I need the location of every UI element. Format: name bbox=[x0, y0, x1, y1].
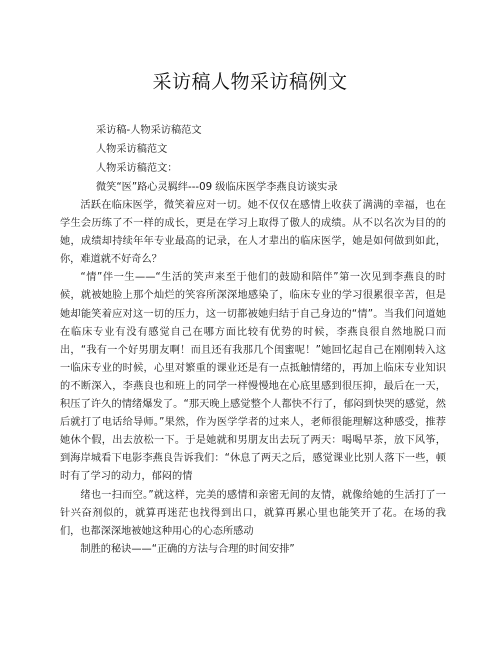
paragraph-emotion: 绪也一扫而空。”就这样，完美的感情和亲密无间的友情，就像给她的生活打了一针兴奋剂似的，就算再迷茫也找得到出口，就算再累心里也能笑开了花。在场的我们，也都深深地被她这种用心的心态所感动 bbox=[60, 489, 446, 537]
meta-line-heading: 人物采访稿范文： bbox=[96, 163, 178, 174]
meta-line-category: 采访稿-人物采访稿范文 bbox=[96, 125, 202, 136]
meta-line-type: 人物采访稿范文 bbox=[96, 144, 168, 155]
paragraph-intro: 活跃在临床医学，微笑着应对一切。她不仅仅在感情上收获了满满的幸福，也在学生会历练了不一样的成长，更是在学习上取得了傲人的成绩。从不以名次为目的的她，成绩却持续年年专业最高的记录，在人才辈出的临床医学，她是如何做到如此，你，难道就不好奇么？ bbox=[60, 200, 446, 266]
meta-line-subtitle: 微笑“医”路心灵羁绊---09 级临床医学李燕良访谈实录 bbox=[96, 182, 338, 193]
article-body bbox=[60, 197, 446, 559]
document-title: 采访稿人物采访稿例文 bbox=[152, 71, 348, 93]
paragraph-section-heading: 制胜的秘诀——“正确的方法与合理的时间安排” bbox=[80, 543, 295, 555]
paragraph-love: “情”伴一生——“生活的笑声来至于他们的鼓励和陪伴”第一次见到李燕良的时候，就被她脸上那个灿烂的笑容所深深地感染了，临床专业的学习很累很辛苦，但是她却能笑着应对这一切的压力，这一切都被她归结于自己身边的“情”。当我们问道她在临床专业有没有感觉自己在哪方面比较有优势的时候，李燕良很自然地脱口而出，“我有一个好男朋友啊！而且还有我那几个闺蜜呢！”她回忆起自己在刚刚转入这一临床专业的时候，心里对繁重的课业还是有一点抵触情绪的，再加上临床专业知识的不断深入，李燕良也和班上的同学一样慢慢地在心底里感到很压抑，最后在一天，积压了许久的情绪爆发了。“那天晚上感觉整个人都快不行了，郁闷到快哭的感觉，然后就打了电话给导师。”果然，作为医学学者的过来人，老师很能理解这种感受，推荐她休个假，出去放松一下。于是她就和男朋友出去玩了两天：喝喝早茶，放下风筝，到海岸城看下电影李燕良告诉我们：“休息了两天之后，感觉课业比别人落下一些，顿时有了学习的动力，郁闷的情 bbox=[60, 272, 446, 483]
